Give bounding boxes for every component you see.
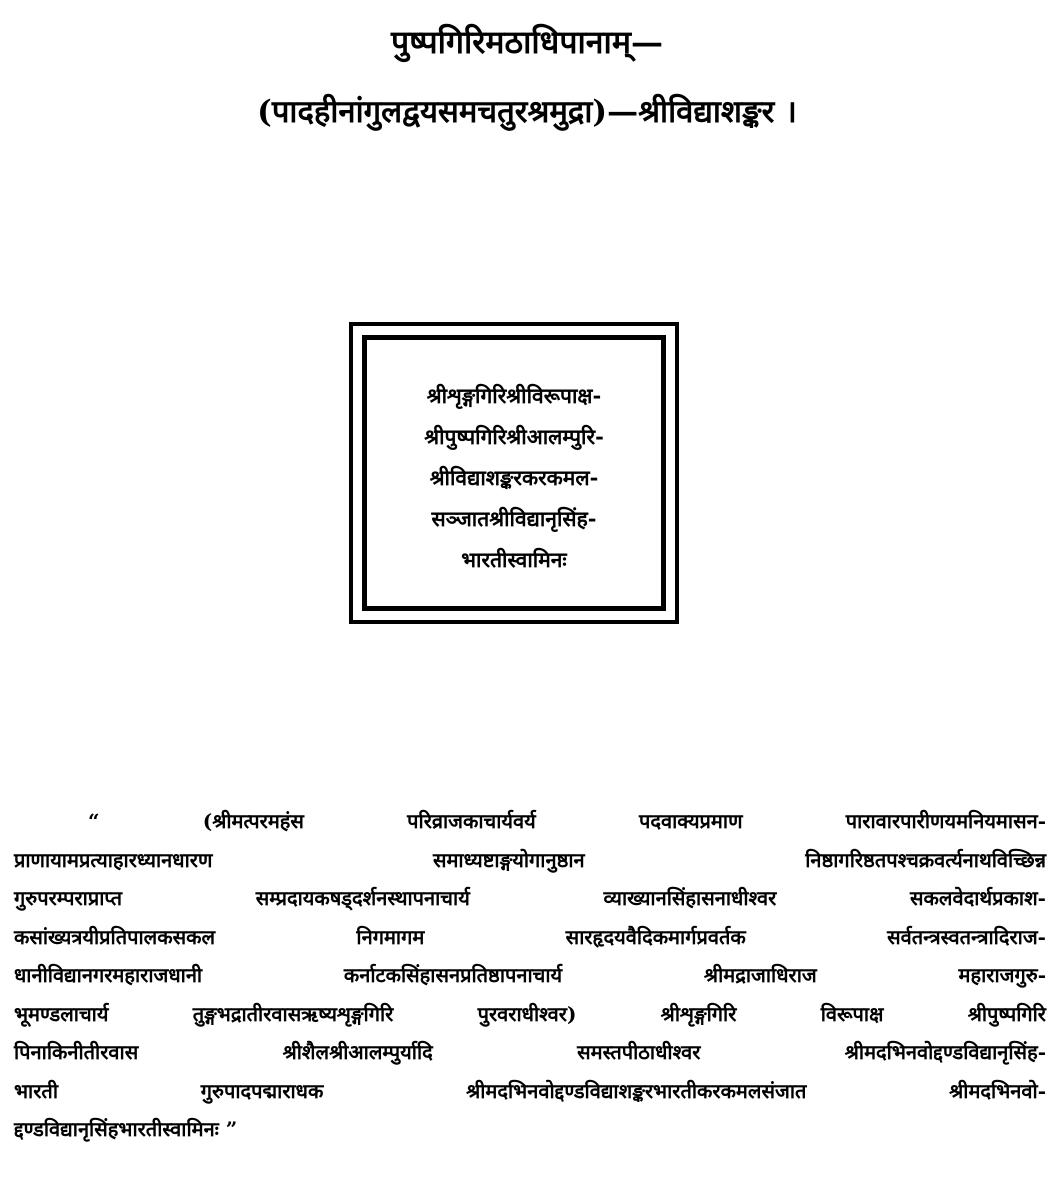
body-line: धानीविद्यानगरमहाराजधानी कर्नाटकसिंहासनप्रतिष्ठापनाचार्य श्रीमद्राजाधिराज महाराजगुरु- (14, 963, 1046, 987)
body-paragraph (14, 802, 1046, 1149)
body-line: भारती गुरुपादपद्माराधक श्रीमदभिनवोद्दण्डविद्याशङ्करभारतीकरकमलसंजात श्रीमदभिनवो- (14, 1078, 1046, 1103)
body-line: गुरुपरम्पराप्राप्त सम्प्रदायकषड्दर्शनस्थापनाचार्य व्याख्यानसिंहासनाधीश्वर सकलवेदार्थप्रकाश- (14, 886, 1046, 910)
body-line: प्राणायामप्रत्याहारध्यानधारण समाध्यष्टाङ्गयोगानुष्ठान निष्ठागरिष्ठतपश्चक्रवर्त्यनाथविच्छिन्न (14, 847, 1046, 872)
seal-stamp (349, 322, 679, 624)
seal-line: श्रीपुष्पगिरिश्रीआलम्पुरि- (424, 423, 604, 449)
seal-line: भारतीस्वामिनः (461, 546, 567, 572)
page-title: पुष्पगिरिमठाधिपानाम्— (391, 23, 663, 61)
body-line: “ (श्रीमत्परमहंस परिव्राजकाचार्यवर्य पदवाक्यप्रमाण पारावारपारीणयमनियमासन- (88, 809, 1046, 833)
body-line: भूमण्डलाचार्य तुङ्गभद्रातीरवासऋष्यशृङ्गगिरि पुरवराधीश्वर) श्रीशृङ्गगिरि विरूपाक्ष श्रीपुष्पगिरि (14, 1001, 1046, 1026)
seal-line: सञ्जातश्रीविद्यानृसिंह- (431, 505, 597, 531)
body-line: द्दण्डविद्यानृसिंहभारतीस्वामिनः ” (14, 1117, 238, 1141)
seal-line: श्रीविद्याशङ्करकरकमल- (429, 464, 599, 490)
page-subtitle: (पादहीनांगुलद्वयसमचतुरश्रमुद्रा)—श्रीविद्याशङ्कर । (257, 94, 797, 130)
body-line: कसांख्यत्रयीप्रतिपालकसकल निगमागम सारहृदयवैदिकमार्गप्रवर्तक सर्वतन्त्रस्वतन्त्रादिराज- (14, 924, 1046, 949)
seal-line: श्रीशृङ्गगिरिश्रीविरूपाक्ष- (426, 382, 602, 408)
seal-inner-border (362, 335, 666, 611)
body-line: पिनाकिनीतीरवास श्रीशैलश्रीआलम्पुर्यादि समस्तपीठाधीश्वर श्रीमदभिनवोद्दण्डविद्यानृसिंह- (14, 1040, 1046, 1064)
